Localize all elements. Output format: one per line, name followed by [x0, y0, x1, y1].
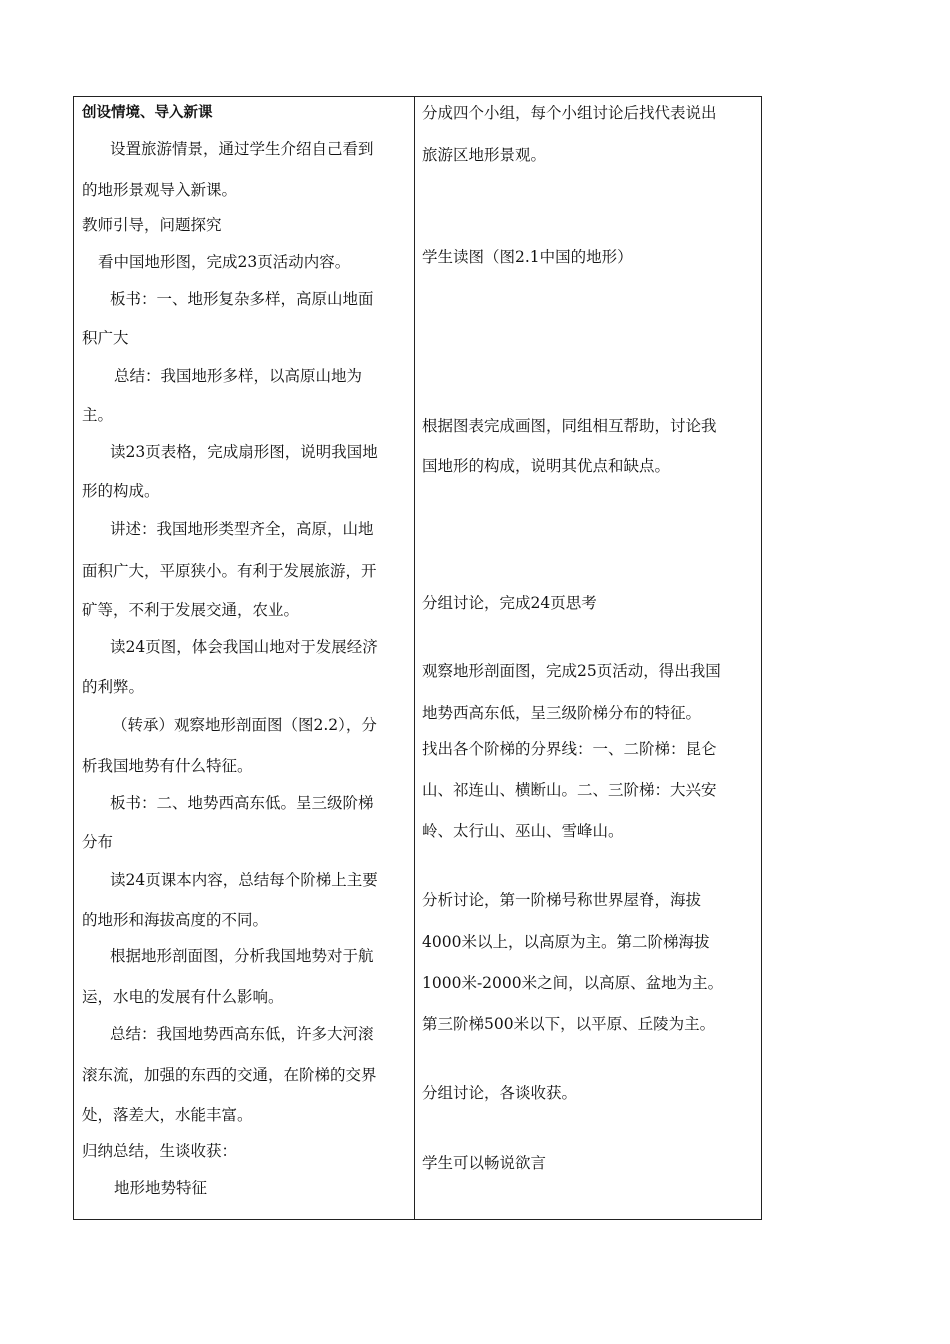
right-line: 4000米以上，以高原为主。第二阶梯海拔 — [422, 933, 710, 951]
right-line: 分组讨论，完成24页思考 — [422, 594, 597, 612]
left-line: 总结：我国地形多样，以高原山地为 — [114, 367, 363, 385]
left-line: 运，水电的发展有什么影响。 — [82, 988, 284, 1006]
left-line: 根据地形剖面图，分析我国地势对于航 — [110, 947, 374, 965]
left-line: 积广大 — [82, 329, 129, 347]
left-line: 主。 — [82, 406, 114, 424]
right-line: 分析讨论，第一阶梯号称世界屋脊，海拔 — [422, 891, 702, 909]
left-line: 读24页图，体会我国山地对于发展经济 — [110, 638, 378, 656]
right-line: 旅游区地形景观。 — [422, 146, 547, 164]
left-line: 的地形和海拔高度的不同。 — [82, 911, 269, 929]
left-line: 面积广大，平原狭小。有利于发展旅游，开 — [82, 562, 377, 580]
left-line: 读23页表格，完成扇形图，说明我国地 — [110, 443, 378, 461]
right-line: 岭、太行山、巫山、雪峰山。 — [422, 822, 624, 840]
left-line: 处，落差大，水能丰富。 — [82, 1106, 253, 1124]
left-line: 讲述：我国地形类型齐全，高原，山地 — [110, 520, 374, 538]
left-line: 看中国地形图，完成23页活动内容。 — [98, 253, 351, 271]
left-line: （转承）观察地形剖面图（图2.2），分 — [112, 716, 377, 734]
right-line: 观察地形剖面图，完成25页活动，得出我国 — [422, 662, 721, 680]
right-line: 找出各个阶梯的分界线：一、二阶梯：昆仑 — [422, 740, 717, 758]
left-line: 的利弊。 — [82, 678, 145, 696]
right-line: 分组讨论，各谈收获。 — [422, 1084, 578, 1102]
left-line: 矿等，不利于发展交通，农业。 — [82, 601, 300, 619]
right-line: 国地形的构成，说明其优点和缺点。 — [422, 457, 671, 475]
right-line: 根据图表完成画图，同组相互帮助，讨论我 — [422, 417, 717, 435]
right-line: 地势西高东低，呈三级阶梯分布的特征。 — [422, 704, 702, 722]
left-line: 析我国地势有什么特征。 — [82, 757, 253, 775]
column-divider — [414, 97, 415, 1219]
left-line: 归纳总结，生谈收获： — [82, 1142, 238, 1160]
right-line: 山、祁连山、横断山。二、三阶梯：大兴安 — [422, 781, 717, 799]
right-line: 学生读图（图2.1中国的地形） — [422, 248, 633, 266]
right-line: 分成四个小组，每个小组讨论后找代表说出 — [422, 104, 717, 122]
left-line: 板书：一、地形复杂多样，高原山地面 — [110, 290, 374, 308]
left-line: 设置旅游情景，通过学生介绍自己看到 — [110, 140, 374, 158]
right-line: 第三阶梯500米以下，以平原、丘陵为主。 — [422, 1015, 716, 1033]
section-heading: 创设情境、导入新课 — [82, 105, 213, 121]
right-line: 学生可以畅说欲言 — [422, 1154, 547, 1172]
right-line: 1000米-2000米之间，以高原、盆地为主。 — [422, 974, 724, 992]
left-line: 板书：二、地势西高东低。呈三级阶梯 — [110, 794, 374, 812]
left-line: 分布 — [82, 833, 114, 851]
left-line: 教师引导，问题探究 — [82, 216, 222, 234]
left-line: 总结：我国地势西高东低，许多大河滚 — [110, 1025, 374, 1043]
left-line: 滚东流，加强的东西的交通，在阶梯的交界 — [82, 1066, 377, 1084]
left-line: 地形地势特征 — [114, 1179, 208, 1197]
left-line: 的地形景观导入新课。 — [82, 181, 238, 199]
left-line: 读24页课本内容，总结每个阶梯上主要 — [110, 871, 378, 889]
left-line: 形的构成。 — [82, 482, 160, 500]
